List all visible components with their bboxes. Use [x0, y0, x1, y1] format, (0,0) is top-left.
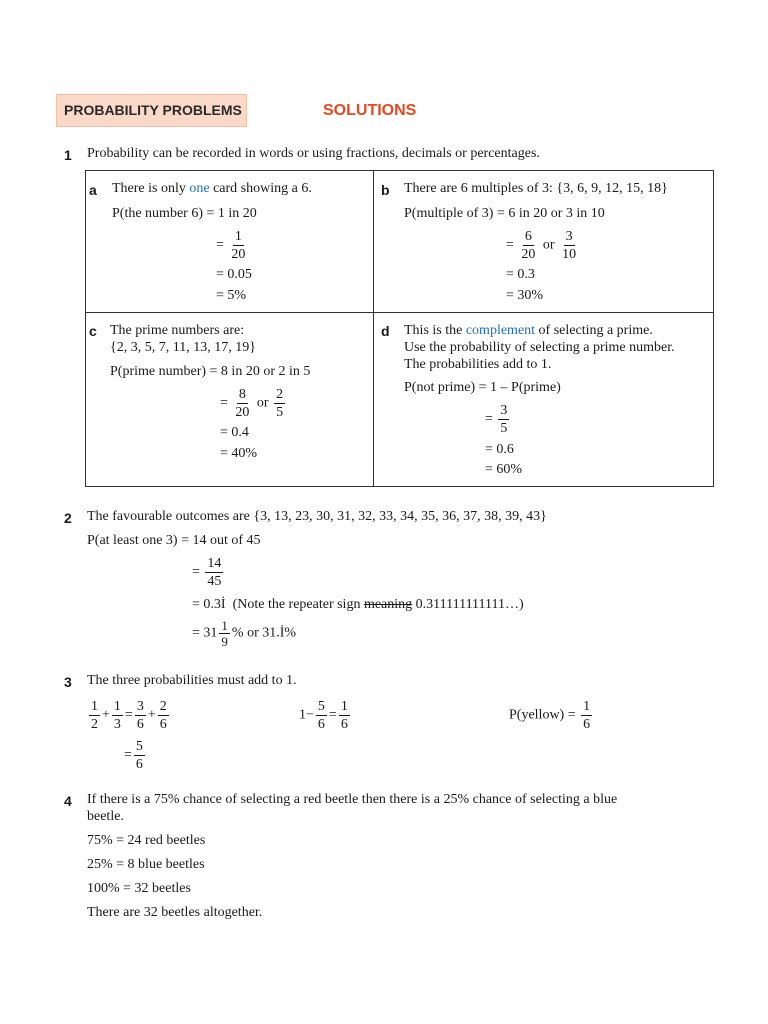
cell-c-line0b: {2, 3, 5, 7, 11, 13, 17, 19}: [110, 340, 256, 355]
cell-a-line1: P(the number 6) = 1 in 20: [112, 206, 257, 221]
cell-d-fraction-line: = $\frac{3}{5}$: [485, 403, 508, 436]
q1-table-divider-vertical: [373, 170, 374, 487]
cell-d-line0b: Use the probability of selecting a prime number.: [404, 340, 675, 355]
q3-equation-1: $\frac{1}{2}$ + $\frac{1}{3}$ = $\frac{3}{6}$ + $\frac{2}{6}$: [91, 699, 167, 732]
cell-c-line3: = 0.4: [220, 425, 249, 440]
cell-a-fraction-line: = $\frac{1}{20}$: [216, 229, 246, 262]
cell-d-line0: This is the complement of selecting a prime.: [404, 323, 653, 338]
q3-number: 3: [64, 674, 72, 690]
cell-b-line4: = 30%: [506, 288, 544, 303]
q4-line3: 100% = 32 beetles: [87, 881, 191, 896]
cell-b-line3: = 0.3: [506, 267, 535, 282]
cell-d-line3: = 0.6: [485, 442, 514, 457]
cell-b-letter: b: [381, 182, 390, 198]
cell-c-letter: c: [89, 323, 97, 339]
cell-b-fraction-line: = $\frac{6}{20}$ or $\frac{3}{10}$: [506, 229, 577, 262]
cell-c-fraction-line: = $\frac{8}{20}$ or $\frac{2}{5}$: [220, 387, 284, 420]
cell-a-line4: = 5%: [216, 288, 247, 303]
q4-line4: There are 32 beetles altogether.: [87, 905, 263, 920]
q2-fraction-line: = $\frac{14}{45}$: [192, 556, 222, 589]
q2-number: 2: [64, 510, 72, 526]
cell-a-line0: There is only one card showing a 6.: [112, 181, 312, 196]
cell-a-line3: = 0.05: [216, 267, 252, 282]
cell-a-letter: a: [89, 182, 97, 198]
q3-intro: The three probabilities must add to 1.: [87, 673, 297, 688]
q4-line0b: beetle.: [87, 809, 124, 824]
q2-intro: The favourable outcomes are {3, 13, 23, 30, 31, 32, 33, 34, 35, 36, 37, 38, 39, 43}: [87, 509, 547, 524]
cell-d-line0c: The probabilities add to 1.: [404, 357, 552, 372]
section-label: PROBABILITY PROBLEMS: [64, 102, 242, 118]
q1-number: 1: [64, 147, 72, 163]
cell-d-letter: d: [381, 323, 390, 339]
q2-line1: P(at least one 3) = 14 out of 45: [87, 533, 261, 548]
cell-d-line1: P(not prime) = 1 – P(prime): [404, 380, 561, 395]
q3-equation-3: P(yellow) = $\frac{1}{6}$: [509, 699, 591, 732]
q2-line4: = 31 $\frac{1}{9}$ % or 31.İ%: [192, 618, 297, 649]
q4-line2: 25% = 8 blue beetles: [87, 857, 205, 872]
cell-d-line4: = 60%: [485, 462, 523, 477]
cell-b-line0: There are 6 multiples of 3: {3, 6, 9, 12, 15, 18}: [404, 181, 668, 196]
cell-c-line0: The prime numbers are:: [110, 323, 245, 338]
q3-equation-2: 1− $\frac{5}{6}$ = $\frac{1}{6}$: [299, 699, 348, 732]
q4-number: 4: [64, 793, 72, 809]
solutions-title: SOLUTIONS: [323, 102, 417, 119]
q4-line1: 75% = 24 red beetles: [87, 833, 206, 848]
q4-line0a: If there is a 75% chance of selecting a red beetle then there is a 25% chance of selecting a blue: [87, 792, 618, 807]
q2-line3: = 0.3İ (Note the repeater sign meaning 0.311111111111…): [192, 597, 524, 612]
q1-table-divider-horizontal: [85, 312, 714, 313]
q3-equation-1b: = $\frac{5}{6}$: [124, 739, 143, 772]
cell-c-line1: P(prime number) = 8 in 20 or 2 in 5: [110, 364, 311, 379]
q1-intro: Probability can be recorded in words or using fractions, decimals or percentages.: [87, 146, 540, 161]
cell-c-line4: = 40%: [220, 446, 258, 461]
cell-b-line1: P(multiple of 3) = 6 in 20 or 3 in 10: [404, 206, 605, 221]
